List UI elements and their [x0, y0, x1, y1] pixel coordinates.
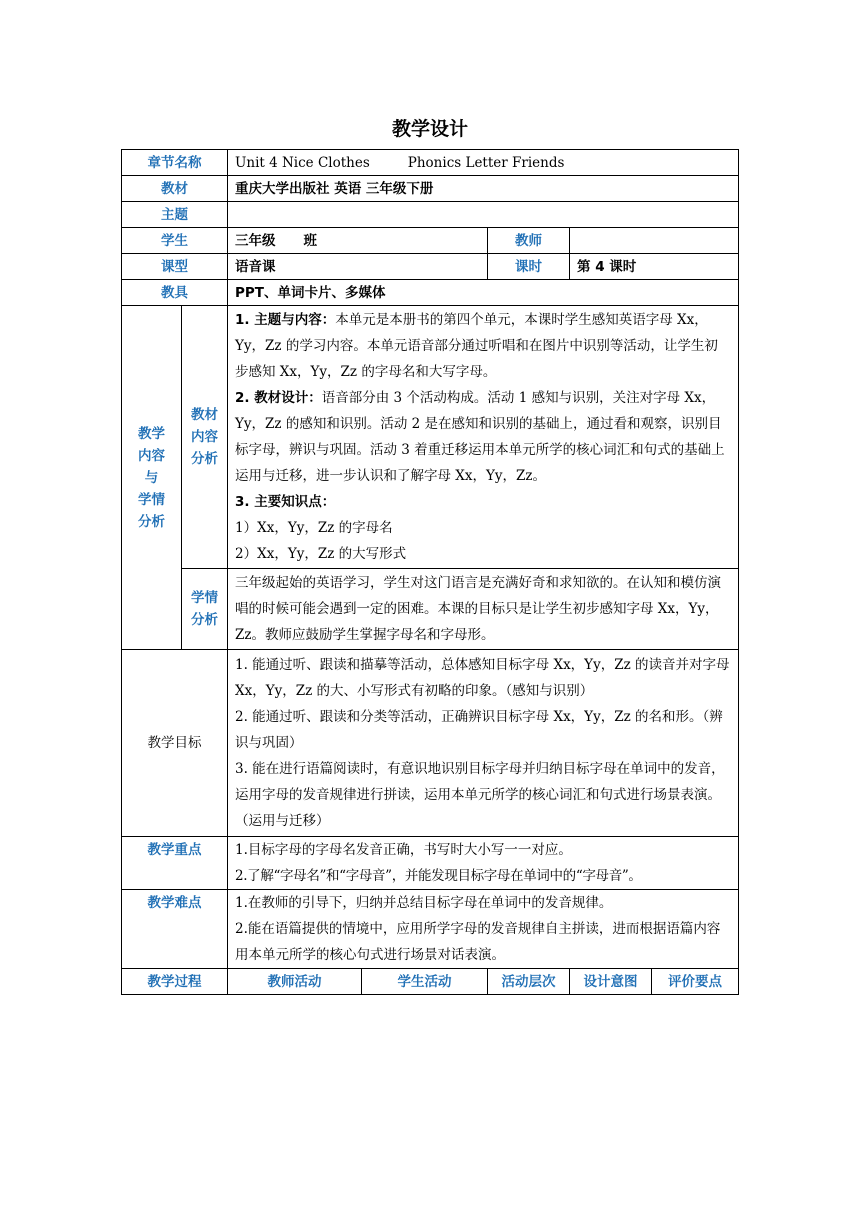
row-key-points — [122, 837, 739, 890]
content-item-2-body: 语音部分由 3 个活动构成。活动 1 感知与识别，关注对字母 Xx，Yy，Zz 的感知和识别。活动 2 是在感知和识别的基础上，通过看和观察，识别目标字母，辨识与巩固。活动 3 着重迁移运用本单元所学的核心词汇和句式的基础上运用与迁移，进一步认识和了解字母 Xx，Yy，Zz。 — [235, 390, 725, 484]
textbook-value: 重庆大学出版社 英语 三年级下册 — [228, 176, 739, 202]
process-header-cell: 教学过程 — [122, 969, 228, 995]
row-lesson-type — [122, 254, 739, 280]
row-chapter — [122, 150, 739, 176]
analysis-label-line: 学情 — [138, 491, 165, 508]
knowledge-point-1: 1）Xx，Yy，Zz 的字母名 — [235, 520, 393, 536]
row-textbook — [122, 176, 739, 202]
chapter-lesson: Phonics Letter Friends — [407, 154, 565, 171]
learner-analysis-text — [228, 569, 739, 650]
key-point-item: 1.目标字母的字母名发音正确，书写时大小写一一对应。 — [235, 842, 572, 858]
content-item-2 — [235, 385, 731, 489]
content-item-1 — [235, 307, 731, 385]
row-goals — [122, 650, 739, 837]
row-student — [122, 228, 739, 254]
content-item-1-head: 1. 主题与内容： — [235, 312, 336, 328]
learner-analysis-body: 三年级起始的英语学习，学生对这门语言是充满好奇和求知欲的。在认知和模仿演唱的时候可能会遇到一定的困难。本课的目标只是让学生初步感知字母 Xx，Yy，Zz。教师应鼓励学生掌握字母名和字母形。 — [235, 575, 721, 643]
content-item-1-body: 本单元是本册书的第四个单元，本课时学生感知英语字母 Xx，Yy，Zz 的学习内容。本单元语音部分通过听唱和在图片中识别等活动，让学生初步感知 Xx，Yy，Zz 的字母名和大写字母。 — [235, 312, 718, 380]
key-points-label: 教学重点 — [122, 837, 228, 890]
page-title: 教学设计 — [391, 118, 468, 140]
learner-label-line: 学情 — [191, 590, 218, 606]
chapter-unit: Unit 4 Nice Clothes — [235, 154, 370, 171]
content-analysis-text — [228, 306, 739, 569]
textbook-label: 教材 — [122, 176, 228, 202]
lesson-plan-table — [121, 149, 739, 995]
difficulty-item: 2.能在语篇提供的情境中，应用所学字母的发音规律自主拼读，进而根据语篇内容用本单元所学的核心句式进行场景对话表演。 — [235, 921, 721, 963]
chapter-label: 章节名称 — [122, 150, 228, 176]
difficulty-item: 1.在教师的引导下，归纳并总结目标字母在单词中的发音规律。 — [235, 895, 613, 911]
goal-item: 3. 能在进行语篇阅读时，有意识地识别目标字母并归纳目标字母在单词中的发音，运用字母的发音规律进行拼读，运用本单元所学的核心词汇和句式进行场景表演。（运用与迁移） — [235, 761, 725, 829]
learner-analysis-label — [182, 569, 228, 650]
lesson-type-label: 课型 — [122, 254, 228, 280]
row-difficulties — [122, 890, 739, 969]
tools-label: 教具 — [122, 280, 228, 306]
goal-item: 2. 能通过听、跟读和分类等活动，正确辨识目标字母 Xx，Yy，Zz 的名和形。（辨识与巩固） — [235, 709, 723, 751]
content-item-3-head: 3. 主要知识点： — [235, 494, 336, 510]
goals-label: 教学目标 — [122, 650, 228, 837]
process-header-cell: 活动层次 — [488, 969, 570, 995]
period-value: 第 4 课时 — [570, 254, 739, 280]
content-label-line: 教材 — [191, 407, 218, 423]
lesson-type-value: 语音课 — [228, 254, 488, 280]
content-label-line: 内容 — [191, 429, 218, 445]
content-item-2-head: 2. 教材设计： — [235, 390, 322, 406]
goals-text — [228, 650, 739, 837]
row-tools — [122, 280, 739, 306]
theme-value — [228, 202, 739, 228]
analysis-label-line: 分析 — [138, 513, 165, 530]
process-header-cell: 教师活动 — [228, 969, 362, 995]
process-header-cell: 学生活动 — [362, 969, 488, 995]
analysis-label-line: 内容 — [138, 447, 165, 464]
tools-value: PPT、单词卡片、多媒体 — [228, 280, 739, 306]
student-label: 学生 — [122, 228, 228, 254]
content-label-line: 分析 — [191, 451, 218, 467]
process-header-cell: 评价要点 — [652, 969, 739, 995]
row-process-header — [122, 969, 739, 995]
student-value — [228, 228, 488, 254]
process-header-cell: 设计意图 — [570, 969, 652, 995]
theme-label: 主题 — [122, 202, 228, 228]
content-analysis-label — [182, 306, 228, 569]
student-grade: 三年级 — [235, 232, 276, 249]
row-content-analysis — [122, 306, 739, 569]
goal-item: 1. 能通过听、跟读和描摹等活动，总体感知目标字母 Xx，Yy，Zz 的读音并对字母 Xx，Yy，Zz 的大、小写形式有初略的印象。（感知与识别） — [235, 657, 730, 699]
student-class: 班 — [303, 232, 317, 249]
knowledge-point-2: 2）Xx，Yy，Zz 的大写形式 — [235, 546, 407, 562]
analysis-label-line: 教学 — [138, 425, 165, 442]
analysis-label — [122, 306, 182, 650]
difficulties-text — [228, 890, 739, 969]
row-theme — [122, 202, 739, 228]
learner-label-line: 分析 — [191, 612, 218, 628]
key-points-text — [228, 837, 739, 890]
row-learner-analysis — [122, 569, 739, 650]
chapter-value — [228, 150, 739, 176]
teacher-value — [570, 228, 739, 254]
key-point-item: 2.了解“字母名”和“字母音”，并能发现目标字母在单词中的“字母音”。 — [235, 868, 642, 884]
analysis-label-line: 与 — [144, 469, 159, 486]
period-label: 课时 — [488, 254, 570, 280]
teacher-label: 教师 — [488, 228, 570, 254]
difficulties-label: 教学难点 — [122, 890, 228, 969]
